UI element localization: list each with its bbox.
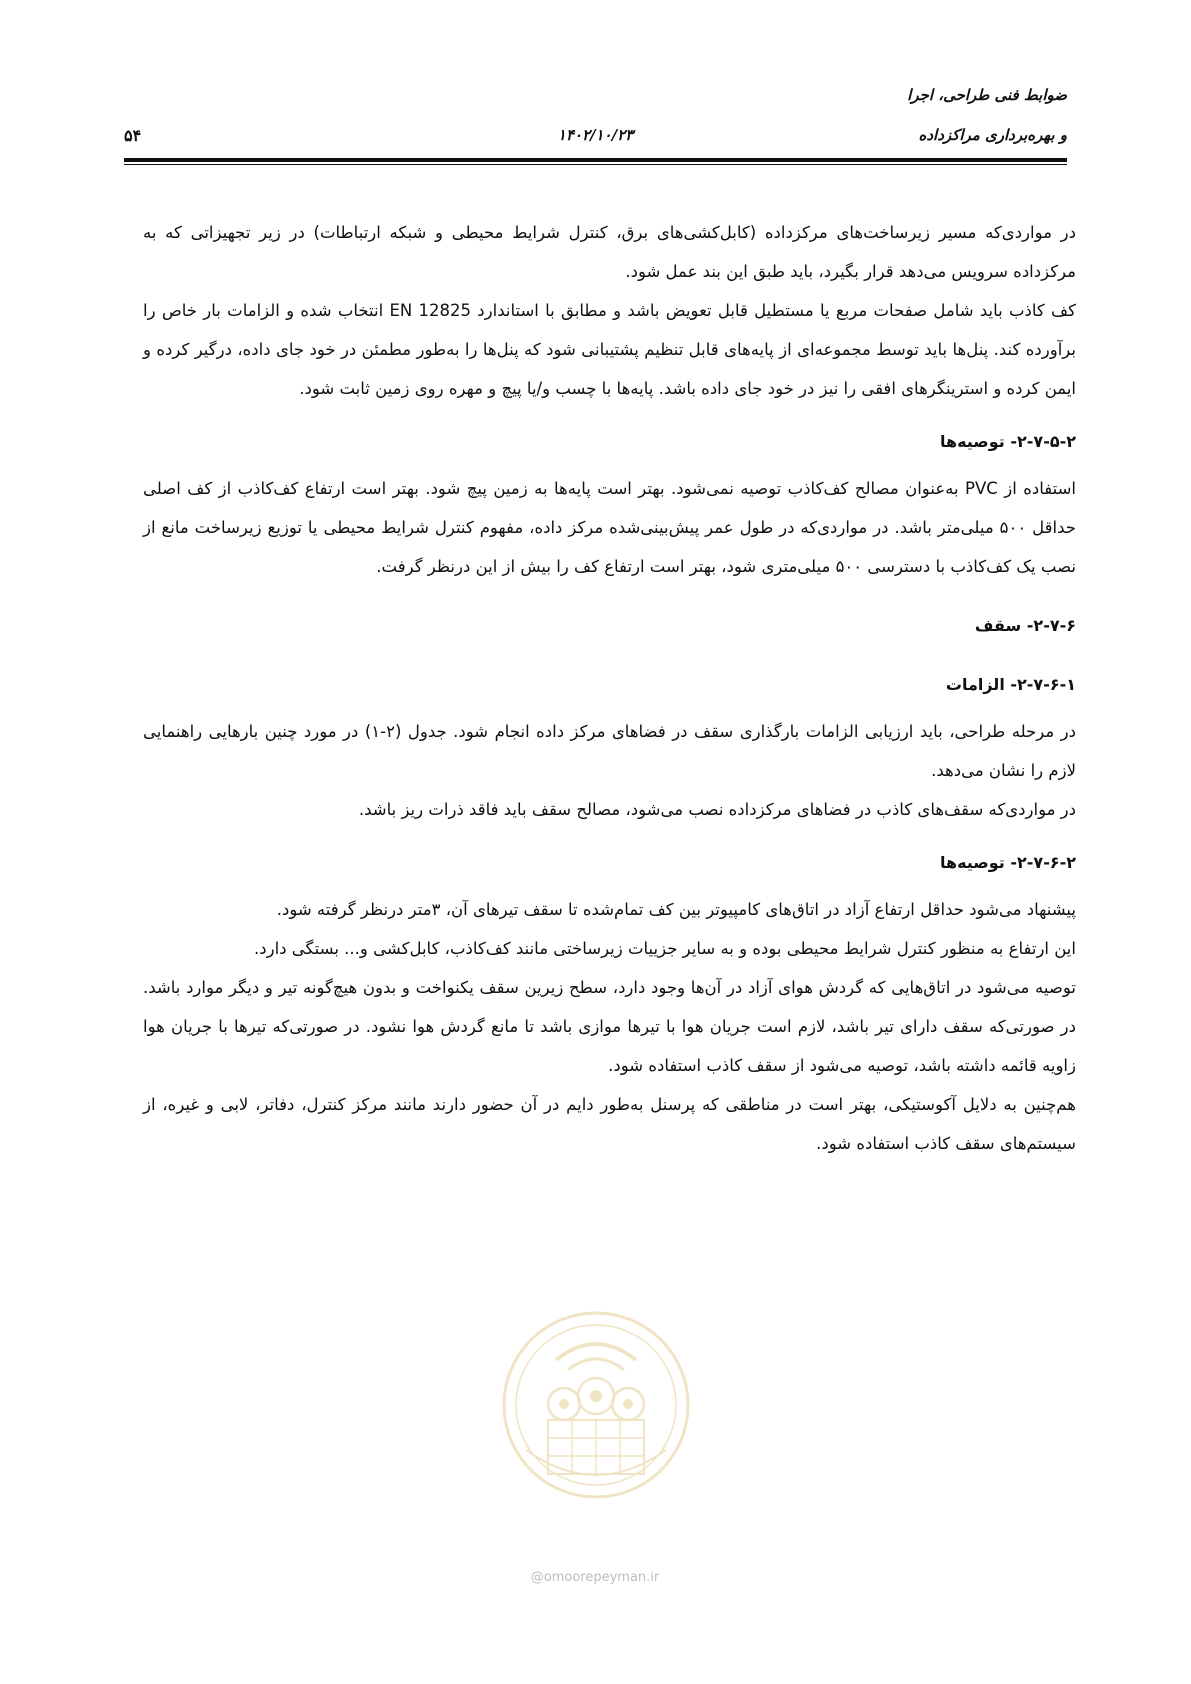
header-rule-thin <box>124 164 1067 165</box>
heading-ceiling-recommendations: ۲-۷-۶-۲- توصیه‌ها <box>939 853 1076 872</box>
paragraph-ceiling-materials: در مواردی‌که سقف‌های کاذب در فضاهای مرکزداده نصب می‌شود، مصالح سقف باید فاقد ذرات ریز باشد. <box>358 800 1076 819</box>
watermark-url: @omoorepeyman.ir <box>530 1570 660 1585</box>
paragraph-infrastructure-route: در مواردی‌که مسیر زیرساخت‌های مرکزداده (کابل‌کشی‌های برق، کنترل شرایط محیطی و شبکه ارتباطات) در زیر تجهیزاتی که به مرکزداده سرویس می‌دهد قرار بگیرد، باید طبق این بند عمل شود. <box>143 223 1076 281</box>
paragraph-floor-recommendations: استفاده از PVC به‌عنوان مصالح کف‌کاذب توصیه نمی‌شود. بهتر است پایه‌ها به زمین پیچ شود. بهتر است ارتفاع کف‌کاذب از کف اصلی حداقل ۵۰۰ میلی‌متر باشد. در مواردی‌که در طول عمر پیش‌بینی‌شده مرکز داده، مفهوم کنترل شرایط محیطی یا توزیع زیرساخت مانع از نصب یک کف‌کاذب با دسترسی ۵۰۰ میلی‌متری شود، بهتر است ارتفاع کف را بیش از این درنظر گرفت. <box>143 479 1076 576</box>
paragraph-beams-airflow: توصیه می‌شود در اتاق‌هایی که گردش هوای آزاد در آن‌ها وجود دارد، سطح زیرین سقف یکنواخت و بدون هیچ‌گونه تیر و دیگر موارد باشد. در صورتی‌که سقف دارای تیر باشد، لازم است جریان هوا با تیرها موازی باشد تا مانع گردش هوا نشود. در صورتی‌که تیرها با جریان هوا زاویه قائمه داشته باشد، توصیه می‌شود از سقف کاذب استفاده شود. <box>143 978 1076 1075</box>
header-date: ۱۴۰۲/۱۰/۲۳ <box>557 126 634 144</box>
paragraph-height-purpose: این ارتفاع به منظور کنترل شرایط محیطی بوده و به سایر جزییات زیرساختی مانند کف‌کاذب، کابل‌کشی و... بستگی دارد. <box>254 939 1076 958</box>
heading-ceiling: ۲-۷-۶- سقف <box>974 616 1076 635</box>
paragraph-raised-floor-panels: کف کاذب باید شامل صفحات مربع یا مستطیل قابل تعویض باشد و مطابق با استاندارد EN 12825 انتخاب شده و الزامات بار خاص را برآورده کند. پنل‌ها باید توسط مجموعه‌ای از پایه‌های قابل تنظیم پشتیبانی شود که پنل‌ها را به‌طور مطمئن در خود جای داده، درگیر کرده و ایمن کرده و استرینگرهای افقی را نیز در خود جای داده باشد. پایه‌ها با چسب و/یا پیچ و مهره روی زمین ثابت شود. <box>143 301 1076 398</box>
header-rule-thick <box>124 158 1067 162</box>
paragraph-ceiling-load: در مرحله طراحی، باید ارزیابی الزامات بارگذاری سقف در فضاهای مرکز داده انجام شود. جدول (۲-۱) در مورد چنین بارهایی راهنمایی لازم را نشان می‌دهد. <box>143 722 1076 780</box>
paragraph-acoustic-ceiling: هم‌چنین به دلایل آکوستیکی، بهتر است در مناطقی که پرسنل به‌طور دایم در آن حضور دارند مانند مرکز کنترل، دفاتر، لابی و غیره، از سیستم‌های سقف کاذب استفاده شود. <box>143 1095 1076 1153</box>
heading-floor-recommendations: ۲-۷-۵-۲- توصیه‌ها <box>939 432 1076 451</box>
seal-logo-icon <box>486 1300 706 1510</box>
paragraph-clear-height: پیشنهاد می‌شود حداقل ارتفاع آزاد در اتاق‌های کامپیوتر بین کف تمام‌شده تا سقف تیرهای آن، ۳متر درنظر گرفته شود. <box>276 900 1076 919</box>
page-header <box>124 80 1067 170</box>
body-content <box>143 213 1076 1163</box>
header-page-number: ۵۴ <box>124 126 142 145</box>
heading-ceiling-requirements: ۲-۷-۶-۱- الزامات <box>945 675 1076 694</box>
header-title-line-2: و بهره‌برداری مراکزداده <box>918 126 1067 144</box>
header-title-line-1: ضوابط فنی طراحی، اجرا <box>907 86 1067 104</box>
